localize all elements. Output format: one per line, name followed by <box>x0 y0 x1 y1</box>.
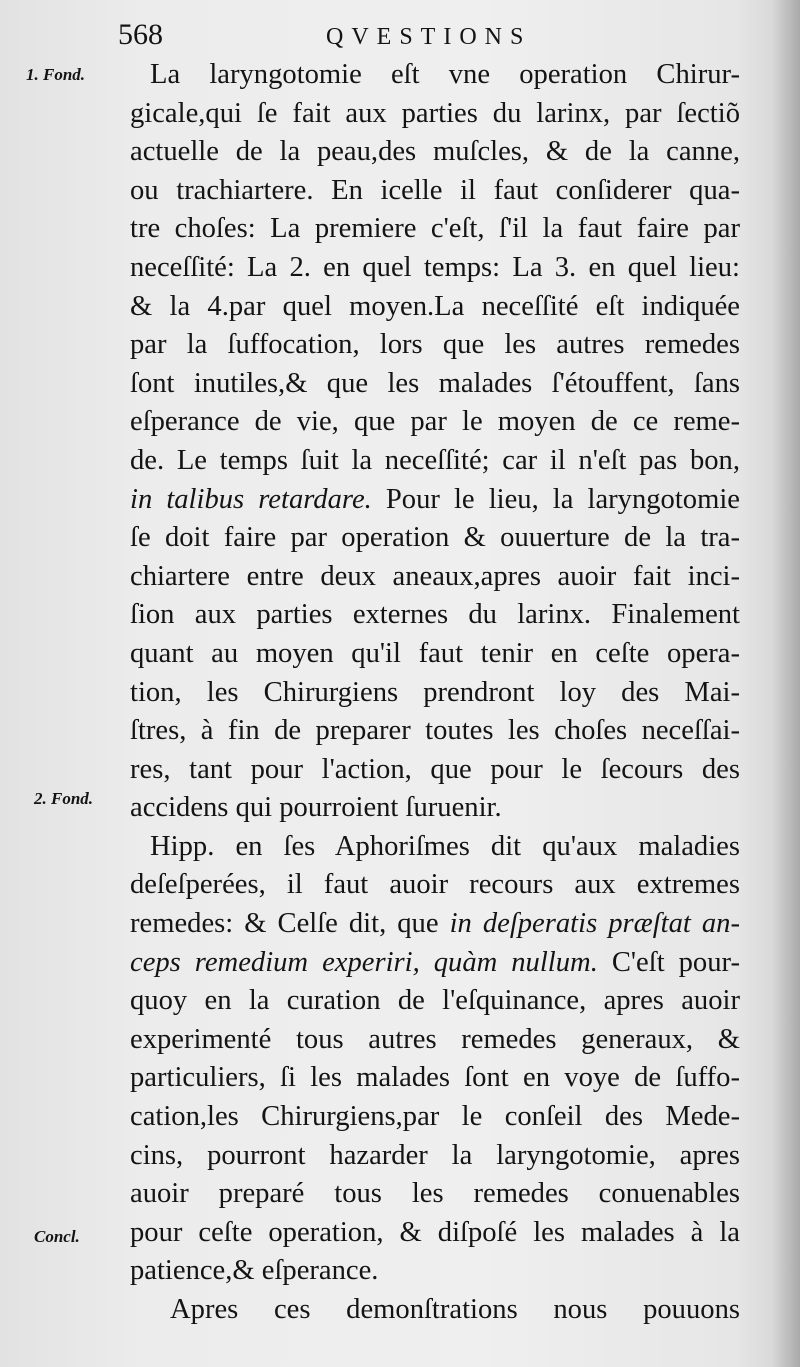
margin-note-first-fondement: 1. Fond. <box>26 65 86 84</box>
text-line: de. Le temps ſuit la neceſſité; car il n'eſt pas bon, <box>130 444 740 476</box>
running-head: QVESTIONS <box>326 24 532 50</box>
text-line: pour ceſte operation, & diſpoſé les malades à la <box>130 1216 740 1248</box>
text-line: actuelle de la peau,des muſcles, & de la canne, <box>130 136 740 168</box>
text-line: experimenté tous autres remedes generaux, & <box>130 1023 740 1055</box>
margin-note-second-fondement: 2. Fond. <box>34 789 94 808</box>
text-line: gicale,qui ſe fait aux parties du larinx, par ſectiõ <box>130 97 740 129</box>
text-line: chiartere entre deux aneaux,apres auoir fait inci- <box>130 560 740 592</box>
text-line: par la ſuffocation, lors que les autres remedes <box>130 329 740 361</box>
body-text <box>130 56 740 1330</box>
text-line: La laryngotomie eſt vne operation Chirur- <box>150 59 740 90</box>
text-line: Apres ces demonſtrations nous pouuons <box>170 1294 740 1325</box>
text-line: ceps remedium experiri, quàm nullum. C'eſt pour- <box>130 946 740 978</box>
text-line: particuliers, ſi les malades ſont en voye de ſuffo- <box>130 1062 740 1094</box>
text-line: Hipp. en ſes Aphoriſmes dit qu'aux maladies <box>150 830 740 862</box>
text-line: eſperance de vie, que par le moyen de ce reme- <box>130 406 740 438</box>
text-line: tre choſes: La premiere c'eſt, ſ'il la faut faire par <box>130 213 740 245</box>
text-line: patience,& eſperance. <box>130 1255 379 1287</box>
text-line: remedes: & Celſe dit, que in deſperatis præſtat an- <box>130 908 740 940</box>
text-line: deſeſperées, il faut auoir recours aux extremes <box>130 869 740 901</box>
text-line: ſont inutiles,& que les malades ſ'étouffent, ſans <box>130 367 740 399</box>
text-line: res, tant pour l'action, que pour le ſecours des <box>130 753 740 785</box>
page-number: 568 <box>118 18 163 51</box>
latin-phrase: in talibus retardare. <box>130 483 372 515</box>
text-line: cation,les Chirurgiens,par le conſeil des Mede- <box>130 1101 740 1133</box>
text-line: ſtres, à fin de preparer toutes les choſes neceſſai- <box>130 715 740 747</box>
margin-note-conclusion: Concl. <box>34 1227 80 1246</box>
text-line: tion, les Chirurgiens prendront loy des Mai- <box>130 676 740 708</box>
page-gutter-shadow <box>772 0 800 1367</box>
latin-phrase: ceps remedium experiri, quàm nullum. <box>130 946 598 978</box>
text-line: ou trachiartere. En icelle il faut conſiderer qua- <box>130 174 740 206</box>
page-header <box>0 14 800 54</box>
latin-phrase: in deſperatis præſtat an- <box>449 908 740 940</box>
text-line: auoir preparé tous les remedes conuenables <box>130 1178 740 1210</box>
text-line: & la 4.par quel moyen.La neceſſité eſt indiquée <box>130 290 740 322</box>
text-line: ſion aux parties externes du larinx. Finalement <box>130 599 740 631</box>
text-line: accidens qui pourroient ſuruenir. <box>130 792 502 824</box>
text-line: quoy en la curation de l'eſquinance, apres auoir <box>130 985 740 1017</box>
text-line: in talibus retardare. Pour le lieu, la laryngotomie <box>130 483 740 515</box>
text-line: cins, pourront hazarder la laryngotomie, apres <box>130 1139 740 1171</box>
text-line: quant au moyen qu'il faut tenir en ceſte opera- <box>130 637 740 669</box>
text-line: neceſſité: La 2. en quel temps: La 3. en quel lieu: <box>130 251 740 283</box>
text-line: ſe doit faire par operation & ouuerture de la tra- <box>130 522 740 554</box>
